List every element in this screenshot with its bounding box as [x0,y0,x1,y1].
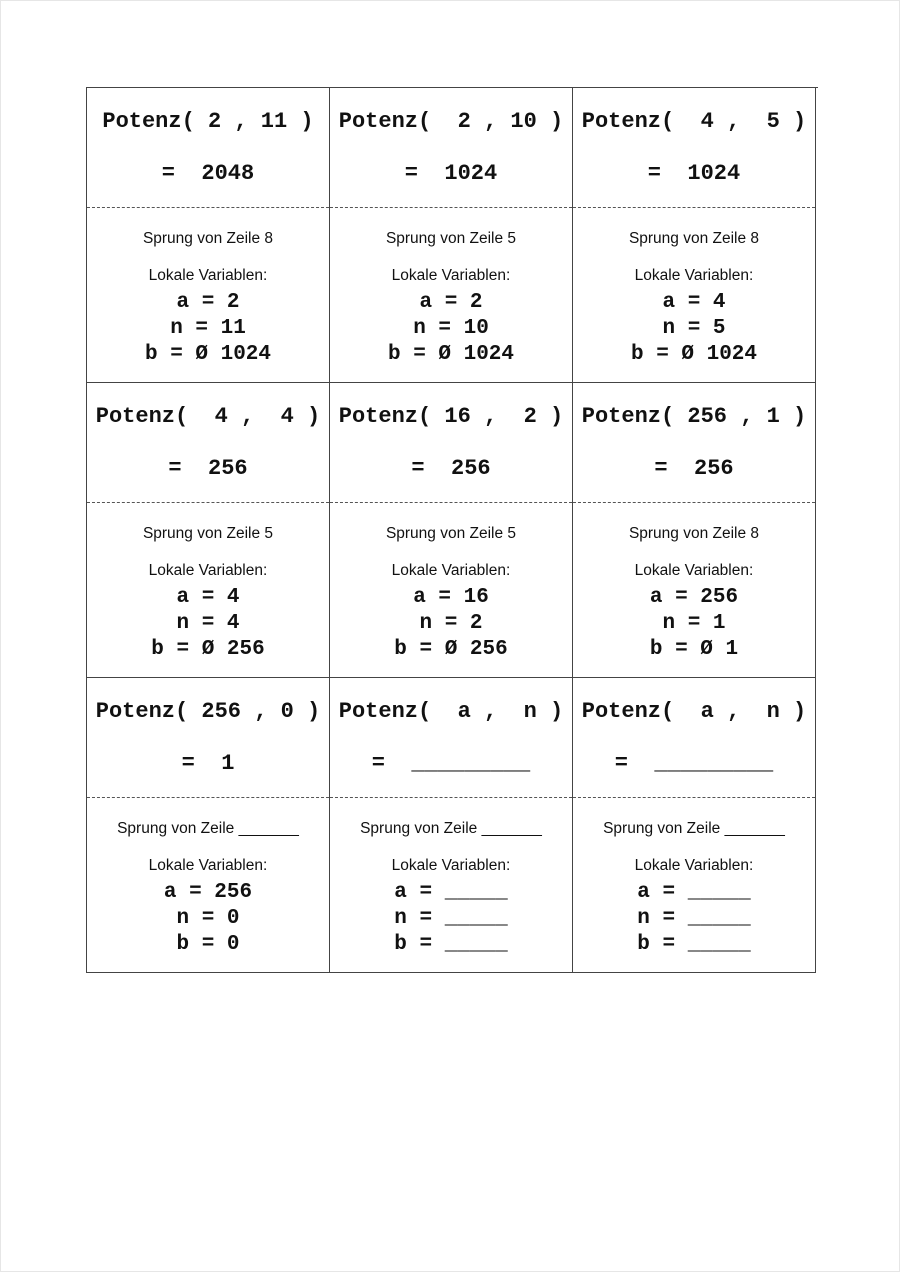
variable-b: b = _____ [394,933,508,956]
call-section [330,383,572,503]
function-call: Potenz( 2 , 11 ) [102,109,314,134]
call-section [330,678,572,798]
variable-b: b = Ø 1024 [387,343,515,366]
recursion-card [87,678,330,973]
jump-line: Sprung von Zeile 8 [628,230,760,247]
local-variables-label: Lokale Variablen: [391,267,511,284]
return-value: = 256 [168,456,248,481]
function-call: Potenz( a , n ) [338,699,564,724]
frame-section [573,798,815,972]
variable-n: n = 4 [176,612,240,635]
local-variables [330,290,572,368]
local-variables-label: Lokale Variablen: [391,562,511,579]
variable-b: b = Ø 256 [151,638,265,661]
jump-line: Sprung von Zeile _______ [603,820,785,837]
return-value: = 2048 [161,161,255,186]
return-value: = 1024 [647,161,741,186]
variable-a: a = 16 [413,586,489,609]
variable-n: n = 1 [662,612,726,635]
return-value: = _________ [371,751,531,776]
variable-b: b = Ø 256 [394,638,508,661]
variable-a: a = 2 [419,291,483,314]
jump-line: Sprung von Zeile 5 [142,525,274,542]
variable-a: a = 256 [163,881,253,904]
local-variables [330,880,572,958]
call-section [330,88,572,208]
call-section [573,88,815,208]
function-call: Potenz( 4 , 5 ) [581,109,807,134]
local-variables [573,585,815,663]
variable-a: a = _____ [637,881,751,904]
variable-n: n = 5 [662,317,726,340]
recursion-card [573,88,816,383]
variable-b: b = Ø 1 [649,638,739,661]
local-variables [87,290,329,368]
variable-n: n = _____ [394,907,508,930]
frame-section [87,208,329,382]
recursion-card [87,383,330,678]
local-variables [330,585,572,663]
function-call: Potenz( 256 , 1 ) [581,404,807,429]
variable-n: n = 2 [419,612,483,635]
variable-n: n = 10 [413,317,489,340]
frame-section [330,503,572,677]
call-section [87,88,329,208]
recursion-card [330,383,573,678]
function-call: Potenz( 4 , 4 ) [95,404,321,429]
function-call: Potenz( 256 , 0 ) [95,699,321,724]
variable-b: b = _____ [637,933,751,956]
return-value: = 1024 [404,161,498,186]
local-variables [87,880,329,958]
local-variables-label: Lokale Variablen: [634,267,754,284]
jump-line: Sprung von Zeile 5 [385,525,517,542]
frame-section [330,208,572,382]
jump-line: Sprung von Zeile 8 [628,525,760,542]
variable-b: b = Ø 1024 [630,343,758,366]
variable-n: n = 11 [170,317,246,340]
local-variables [573,880,815,958]
jump-line: Sprung von Zeile _______ [360,820,542,837]
function-call: Potenz( 16 , 2 ) [338,404,564,429]
variable-a: a = 2 [176,291,240,314]
return-value: = 256 [654,456,734,481]
local-variables-label: Lokale Variablen: [634,562,754,579]
function-call: Potenz( 2 , 10 ) [338,109,564,134]
variable-a: a = 4 [662,291,726,314]
recursion-card [573,383,816,678]
variable-b: b = 0 [176,933,240,956]
jump-line: Sprung von Zeile _______ [117,820,299,837]
local-variables-label: Lokale Variablen: [391,857,511,874]
jump-line: Sprung von Zeile 5 [385,230,517,247]
frame-section [87,798,329,972]
variable-n: n = 0 [176,907,240,930]
local-variables-label: Lokale Variablen: [148,267,268,284]
local-variables-label: Lokale Variablen: [634,857,754,874]
variable-n: n = _____ [637,907,751,930]
call-section [87,678,329,798]
variable-b: b = Ø 1024 [144,343,272,366]
frame-section [573,503,815,677]
call-section [87,383,329,503]
local-variables [573,290,815,368]
local-variables-label: Lokale Variablen: [148,562,268,579]
frame-section [330,798,572,972]
variable-a: a = _____ [394,881,508,904]
return-value: = _________ [614,751,774,776]
recursion-card [573,678,816,973]
variable-a: a = 256 [649,586,739,609]
return-value: = 256 [411,456,491,481]
frame-section [573,208,815,382]
call-section [573,383,815,503]
recursion-card-grid [86,87,818,973]
function-call: Potenz( a , n ) [581,699,807,724]
recursion-card [87,88,330,383]
jump-line: Sprung von Zeile 8 [142,230,274,247]
local-variables [87,585,329,663]
frame-section [87,503,329,677]
recursion-card [330,678,573,973]
local-variables-label: Lokale Variablen: [148,857,268,874]
return-value: = 1 [181,751,235,776]
recursion-card [330,88,573,383]
call-section [573,678,815,798]
variable-a: a = 4 [176,586,240,609]
